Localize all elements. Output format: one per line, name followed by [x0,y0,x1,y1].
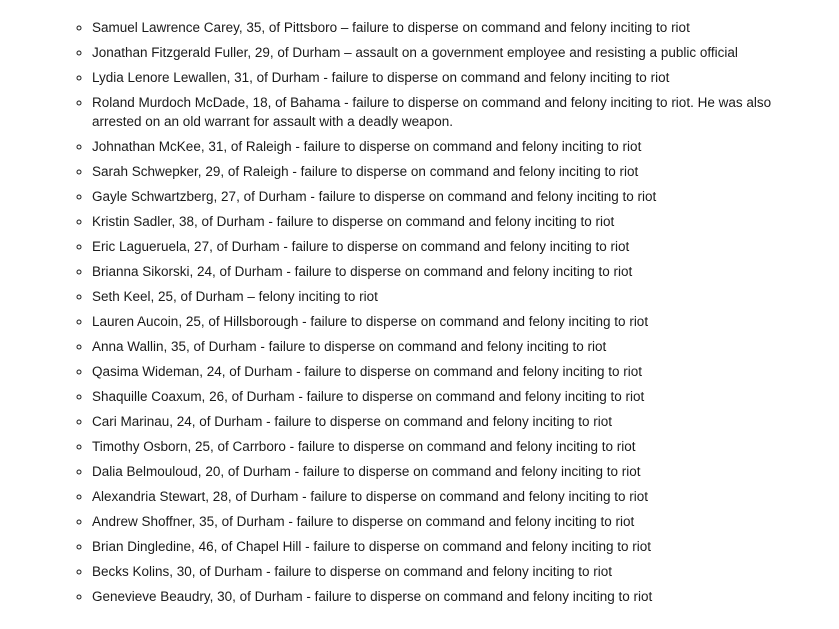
list-item: ◦ Qasima Wideman, 24, of Durham - failure to disperse on command and felony inciting to riot [92,362,824,381]
list-item: ◦ Brian Dingledine, 46, of Chapel Hill - failure to disperse on command and felony inciting to riot [92,537,824,556]
list-item: ◦ Lydia Lenore Lewallen, 31, of Durham - failure to disperse on command and felony inciting to riot [92,68,824,87]
list-item: ◦ Andrew Shoffner, 35, of Durham - failure to disperse on command and felony inciting to riot [92,512,824,531]
list-item: ◦ Cari Marinau, 24, of Durham - failure to disperse on command and felony inciting to riot [92,412,824,431]
list-item: ◦ Timothy Osborn, 25, of Carrboro - failure to disperse on command and felony inciting to riot [92,437,824,456]
list-item: ◦ Sarah Schwepker, 29, of Raleigh - failure to disperse on command and felony inciting to riot [92,162,824,181]
list-item: ◦ Gayle Schwartzberg, 27, of Durham - failure to disperse on command and felony inciting to riot [92,187,824,206]
list-item: ◦ Becks Kolins, 30, of Durham - failure to disperse on command and felony inciting to riot [92,562,824,581]
list-item: ◦ Anna Wallin, 35, of Durham - failure to disperse on command and felony inciting to riot [92,337,824,356]
list-item: ◦ Alexandria Stewart, 28, of Durham - failure to disperse on command and felony inciting to riot [92,487,824,506]
list-item: ◦ Jonathan Fitzgerald Fuller, 29, of Durham – assault on a government employee and resisting a public official [92,43,824,62]
list-item: ◦ Johnathan McKee, 31, of Raleigh - failure to disperse on command and felony inciting to riot [92,137,824,156]
list-item: ◦ Eric Lagueruela, 27, of Durham - failure to disperse on command and felony inciting to riot [92,237,824,256]
list-item: ◦ Genevieve Beaudry, 30, of Durham - failure to disperse on command and felony inciting to riot [92,587,824,606]
list-item: ◦ Dalia Belmouloud, 20, of Durham - failure to disperse on command and felony inciting to riot [92,462,824,481]
list-item: ◦ Lauren Aucoin, 25, of Hillsborough - failure to disperse on command and felony inciting to riot [92,312,824,331]
list-item: ◦ Samuel Lawrence Carey, 35, of Pittsboro – failure to disperse on command and felony inciting to riot [92,18,824,37]
list-item: ◦ Roland Murdoch McDade, 18, of Bahama - failure to disperse on command and felony inciting to riot. He was also arrested on an old warrant for assault with a deadly weapon. [92,93,824,131]
list-item: ◦ Shaquille Coaxum, 26, of Durham - failure to disperse on command and felony inciting to riot [92,387,824,406]
list-item: ◦ Kristin Sadler, 38, of Durham - failure to disperse on command and felony inciting to riot [92,212,824,231]
list-item: ◦ Brianna Sikorski, 24, of Durham - failure to disperse on command and felony inciting to riot [92,262,824,281]
list-item: ◦ Seth Keel, 25, of Durham – felony inciting to riot [92,287,824,306]
